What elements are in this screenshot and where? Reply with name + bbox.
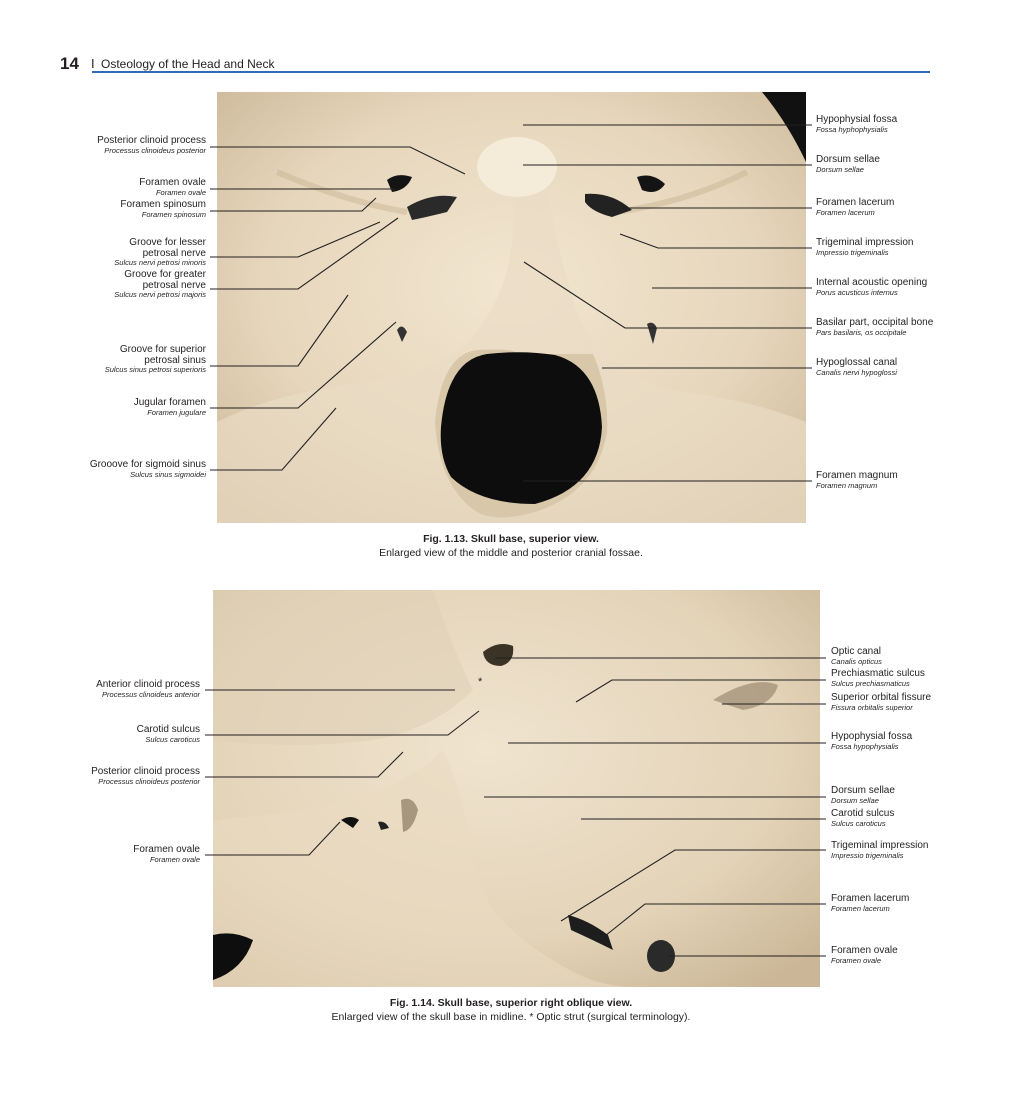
label-groove-sigmoid-sinus: Grooove for sigmoid sinus Sulcus sinus sigmoidei	[89, 459, 206, 479]
header-rule	[92, 71, 930, 73]
label-posterior-clinoid-process: Posterior clinoid process Processus clinoideus posterior	[97, 135, 206, 155]
label-optic-canal: Optic canal Canalis opticus	[831, 646, 882, 666]
label-trigeminal-impression-2: Trigeminal impression Impressio trigeminalis	[831, 840, 929, 860]
label-groove-lesser-petrosal-nerve: Groove for lesser petrosal nerve Sulcus nervi petrosi minoris	[114, 237, 206, 267]
label-trigeminal-impression: Trigeminal impression Impressio trigeminalis	[816, 237, 914, 257]
label-superior-orbital-fissure: Superior orbital fissure Fissura orbitalis superior	[831, 692, 932, 712]
chapter-separator: I	[91, 56, 95, 71]
fig-1-13-photo	[217, 92, 806, 523]
label-hypophysial-fossa: Hypophysial fossa Fossa hyphophysialis	[816, 114, 898, 134]
page-header	[0, 0, 1022, 80]
label-posterior-clinoid-process-2: Posterior clinoid process Processus clinoideus posterior	[91, 766, 200, 786]
fig-1-13-caption-title: Fig. 1.13. Skull base, superior view.	[423, 533, 599, 545]
label-groove-greater-petrosal-nerve: Groove for greater petrosal nerve Sulcus nervi petrosi majoris	[114, 269, 206, 299]
fig-1-14-caption-title: Fig. 1.14. Skull base, superior right oblique view.	[389, 997, 633, 1009]
fig-1-14-photo	[213, 590, 820, 987]
label-foramen-lacerum-2: Foramen lacerum Foramen lacerum	[831, 893, 910, 913]
optic-strut-asterisk: *	[478, 676, 483, 688]
label-foramen-spinosum: Foramen spinosum Foramen spinosum	[120, 199, 206, 219]
label-hypophysial-fossa-2: Hypophysial fossa Fossa hypophysialis	[831, 731, 913, 751]
label-anterior-clinoid-process: Anterior clinoid process Processus clinoideus anterior	[96, 679, 200, 699]
label-dorsum-sellae: Dorsum sellae Dorsum sellae	[816, 154, 880, 174]
label-dorsum-sellae-2: Dorsum sellae Dorsum sellae	[831, 785, 895, 805]
fig-1-13-caption-text: Enlarged view of the middle and posterior cranial fossae.	[379, 547, 643, 560]
label-carotid-sulcus-left: Carotid sulcus Sulcus caroticus	[136, 724, 200, 744]
label-prechiasmatic-sulcus: Prechiasmatic sulcus Sulcus prechiasmaticus	[831, 668, 925, 688]
fig-1-14-caption	[0, 996, 1022, 1024]
label-jugular-foramen: Jugular foramen Foramen jugulare	[133, 397, 206, 417]
label-foramen-ovale-right: Foramen ovale Foramen ovale	[831, 945, 898, 965]
label-groove-superior-petrosal-sinus: Groove for superior petrosal sinus Sulcus sinus petrosi superioris	[104, 344, 206, 374]
page-number: 14	[60, 54, 79, 73]
label-carotid-sulcus-right: Carotid sulcus Sulcus caroticus	[831, 808, 895, 828]
label-foramen-magnum: Foramen magnum Foramen magnum	[816, 470, 898, 490]
running-title: Osteology of the Head and Neck	[101, 57, 275, 71]
fig-1-13-caption	[0, 532, 1022, 560]
label-hypoglossal-canal: Hypoglossal canal Canalis nervi hypoglossi	[816, 357, 898, 377]
label-foramen-ovale-left: Foramen ovale Foramen ovale	[133, 844, 200, 864]
label-internal-acoustic-opening: Internal acoustic opening Porus acusticus internus	[816, 277, 928, 297]
label-basilar-part-occipital: Basilar part, occipital bone Pars basilaris, os occipitale	[816, 317, 934, 337]
label-foramen-ovale: Foramen ovale Foramen ovale	[139, 177, 206, 197]
label-foramen-lacerum: Foramen lacerum Foramen lacerum	[816, 197, 895, 217]
fig-1-14-caption-text: Enlarged view of the skull base in midline. * Optic strut (surgical terminology).	[331, 1011, 691, 1024]
